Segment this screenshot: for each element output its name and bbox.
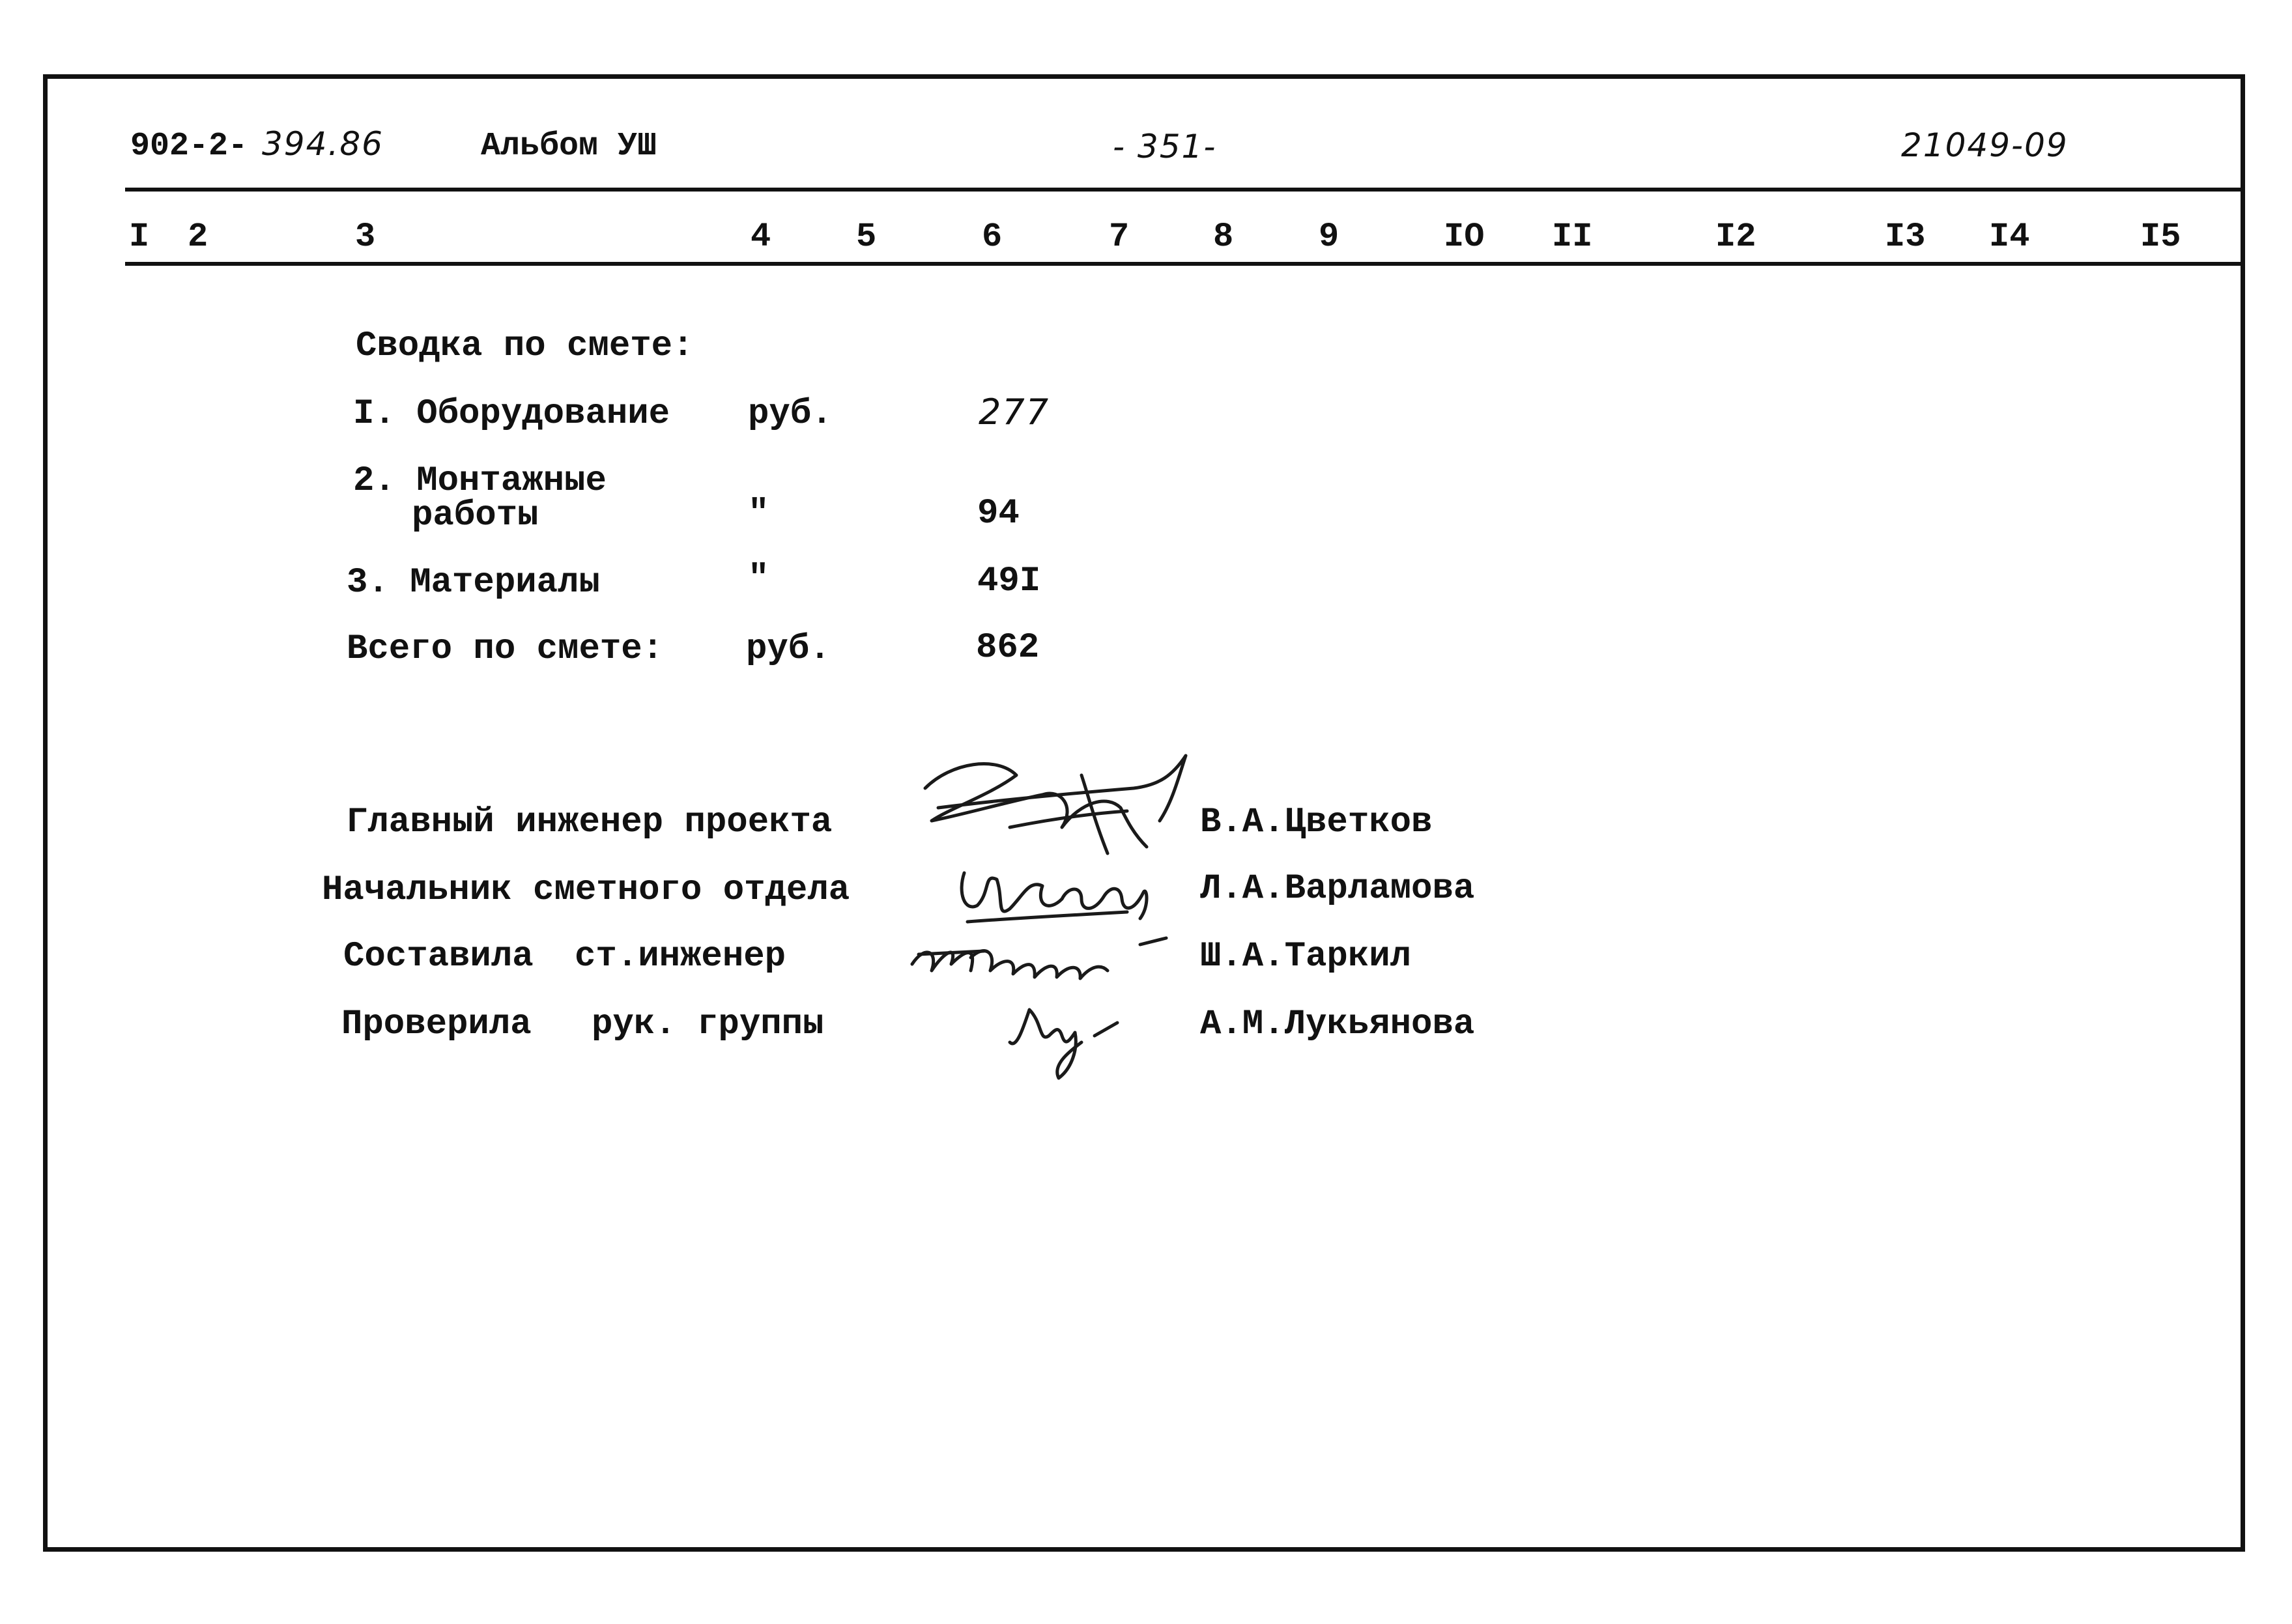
column-number: I2 [1715,218,1756,256]
column-number: 4 [751,218,771,256]
summary-row-value: 277 [979,392,1050,433]
column-number: IO [1444,218,1485,256]
signer-position-title: рук. группы [592,1004,824,1044]
summary-row-unit: руб. [748,394,833,434]
summary-total-unit: руб. [746,629,831,669]
column-number: 7 [1109,218,1130,256]
signer-name: Л.А.Варламова [1200,869,1475,909]
album-title: Альбом УШ [481,128,657,165]
inventory-number: 21049-09 [1901,126,2069,164]
summary-title: Сводка по смете: [356,326,694,366]
signer-position: Проверила [341,1004,532,1044]
column-number: I [129,218,150,256]
column-number: 3 [355,218,376,256]
summary-row-value: 49I [977,562,1041,601]
column-number: 8 [1213,218,1234,256]
summary-total-label: Всего по смете: [347,629,664,669]
summary-row-label: I. Оборудование [353,394,670,434]
signer-position: Составила [343,937,534,976]
summary-row-unit: " [748,559,769,599]
signer-name: А.М.Лукьянова [1200,1004,1475,1044]
doc-code-handwritten: 394.86 [262,125,384,163]
column-number: 5 [856,218,877,256]
signer-position-title: ст.инженер [575,937,786,976]
column-number: I3 [1885,218,1926,256]
signer-position: Начальник сметного отдела [322,870,850,910]
signer-name: В.А.Цветков [1200,803,1433,842]
summary-row-unit: " [748,494,769,534]
summary-total-value: 862 [976,628,1040,668]
header-rule [125,188,2245,192]
column-number: 9 [1319,218,1339,256]
summary-row-label-cont: работы [412,496,539,535]
column-number: 6 [982,218,1003,256]
column-number: II [1552,218,1593,256]
handwritten-signature [951,847,1160,932]
column-number: 2 [188,218,208,256]
summary-row-value: 94 [977,494,1020,534]
handwritten-signature [906,925,1179,997]
column-number: I5 [2140,218,2181,256]
summary-row-label: 3. Материалы [347,563,600,603]
column-rule [125,262,2245,266]
signer-position: Главный инженер проекта [347,803,833,842]
page-number: - 351- [1113,128,1217,165]
summary-row-label: 2. Монтажные [353,461,607,501]
signer-name: Ш.А.Таркил [1200,937,1412,976]
handwritten-signature [1003,997,1134,1081]
column-number: I4 [1989,218,2030,256]
doc-code: 902-2- [130,128,248,165]
